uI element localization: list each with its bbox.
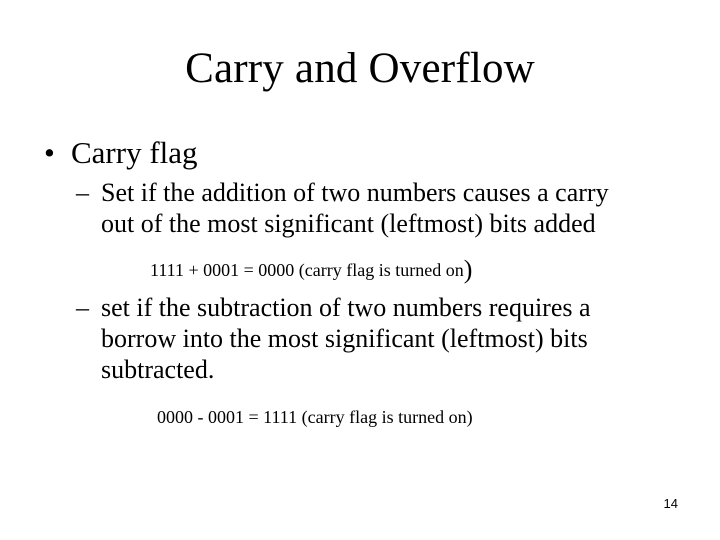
sub-item-marker: – xyxy=(76,293,89,322)
bullet-marker: • xyxy=(44,135,55,170)
sub-item-subtraction xyxy=(76,292,591,385)
sub-item-marker: – xyxy=(76,178,89,207)
example-subtraction: 0000 - 0001 = 1111 (carry flag is turned on) xyxy=(157,407,473,427)
example-text: 1111 + 0001 = 0000 (carry flag is turned on xyxy=(150,260,464,280)
sub-item-line: Set if the addition of two numbers causes a carry xyxy=(101,178,609,207)
sub-item-line: subtracted. xyxy=(101,355,215,384)
bullet-carry-flag xyxy=(44,135,198,171)
sub-item-line: out of the most significant (leftmost) bits added xyxy=(101,209,596,238)
sub-item-line: borrow into the most significant (leftmost) bits xyxy=(101,324,588,353)
example-closing-paren: ) xyxy=(463,255,473,284)
sub-item-line: set if the subtraction of two numbers requires a xyxy=(101,293,591,322)
sub-item-addition xyxy=(76,177,609,239)
example-addition xyxy=(150,255,473,284)
slide-title: Carry and Overflow xyxy=(185,45,535,92)
page-number: 14 xyxy=(663,496,678,511)
bullet-text: Carry flag xyxy=(71,135,198,170)
